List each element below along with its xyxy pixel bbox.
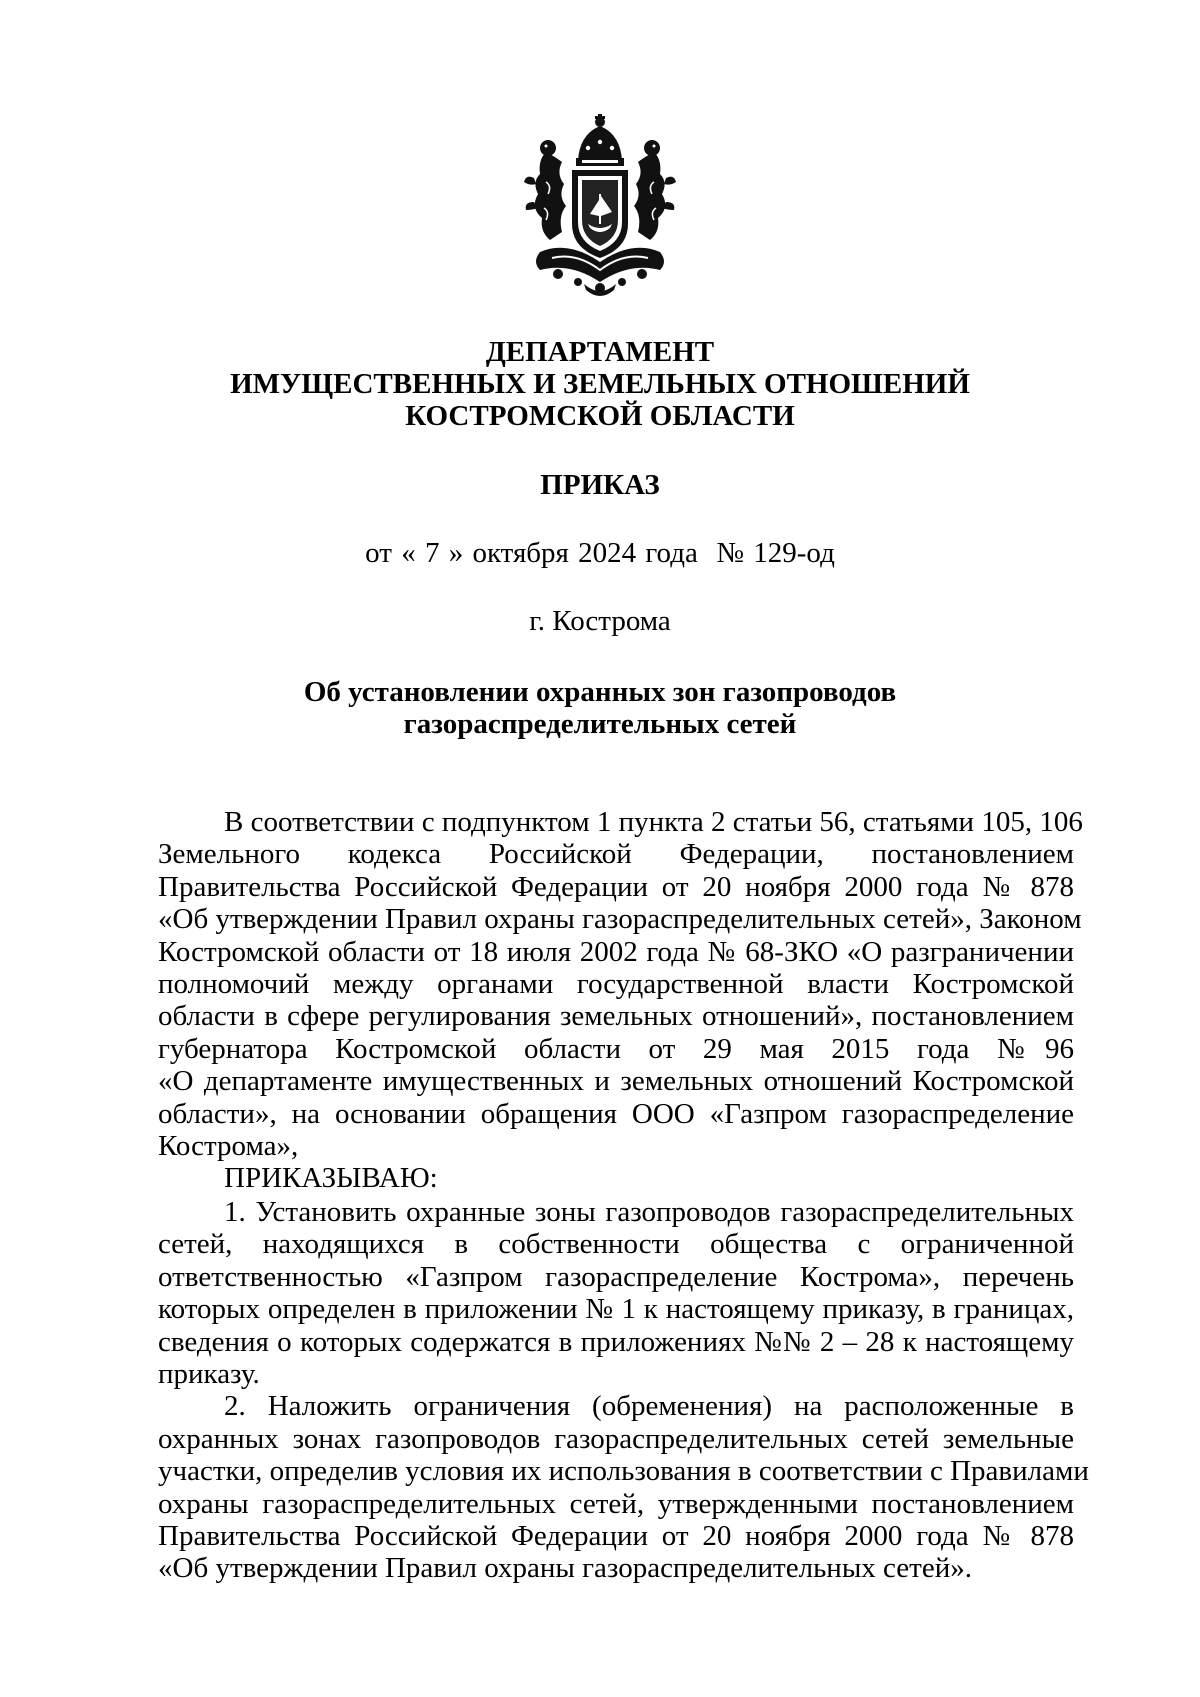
preamble-line: Правительства Российской Федерации от 20 ноября 2000 года № 878 [158,870,1074,903]
preamble-line: Костромской области от 18 июля 2002 года № 68-ЗКО «О разграничении [158,935,1074,968]
item-1-line: 1. Установить охранные зоны газопроводов газораспределительных [224,1196,1074,1228]
decree-word: ПРИКАЗЫВАЮ: [224,1162,438,1195]
item-1-line: сведения о которых содержатся в приложениях №№ 2 – 28 к настоящему [158,1325,1074,1358]
item-2-line: 2. Наложить ограничения (обременения) на расположенные в [224,1390,1074,1423]
order-city: г. Кострома [529,605,671,637]
item-2-line: охраны газораспределительных сетей, утвержденными постановлением [158,1487,1074,1520]
preamble-line: области в сфере регулирования земельных отношений», постановлением [158,1000,1074,1033]
item-1-line: сетей, находящихся в собственности общества с ограниченной [158,1228,1074,1261]
subject-line-1: Об установлении охранных зон газопроводов [303,676,897,708]
department-name [0,336,1200,432]
order-title: ПРИКАЗ [540,469,660,501]
order-items [158,1196,1089,1585]
order-date-number: от « 7 » октября 2024 года № 129-од [365,537,835,569]
item-2-line: участки, определив условия их использования в соответствии с Правилами [158,1455,1089,1488]
order-subject [0,676,1200,740]
department-line-3: КОСТРОМСКОЙ ОБЛАСТИ [405,400,795,432]
preamble-line: В соответствии с подпунктом 1 пункта 2 статьи 56, статьями 105, 106 [224,806,1083,838]
item-2-line: охранных зонах газопроводов газораспределительных сетей земельные [158,1422,1074,1455]
preamble-line: Кострома», [158,1129,299,1162]
item-2-line: «Об утверждении Правил охраны газораспределительных сетей». [158,1552,972,1585]
item-2-line: Правительства Российской Федерации от 20 ноября 2000 года № 878 [158,1519,1074,1552]
department-line-1: ДЕПАРТАМЕНТ [485,336,715,368]
preamble-line: Земельного кодекса Российской Федерации, постановлением [158,838,1074,871]
preamble-paragraph [158,806,1083,1195]
preamble-line: губернатора Костромской области от 29 мая 2015 года №96 [158,1032,1074,1065]
preamble-line: полномочий между органами государственной власти Костромской [158,967,1074,1000]
item-1-line: приказу. [158,1357,260,1390]
item-1-line: которых определен в приложении № 1 к настоящему приказу, в границах, [158,1293,1074,1326]
item-1-line: ответственностью «Газпром газораспределение Кострома», перечень [158,1260,1074,1293]
preamble-line: области», на основании обращения ООО «Газпром газораспределение [158,1097,1074,1130]
subject-line-2: газораспределительных сетей [403,708,797,740]
coat-of-arms-emblem [518,112,682,298]
department-line-2: ИМУЩЕСТВЕННЫХ И ЗЕМЕЛЬНЫХ ОТНОШЕНИЙ [230,368,970,400]
preamble-line: «О департаменте имущественных и земельных отношений Костромской [158,1065,1074,1098]
preamble-line: «Об утверждении Правил охраны газораспределительных сетей», Законом [158,903,1082,936]
